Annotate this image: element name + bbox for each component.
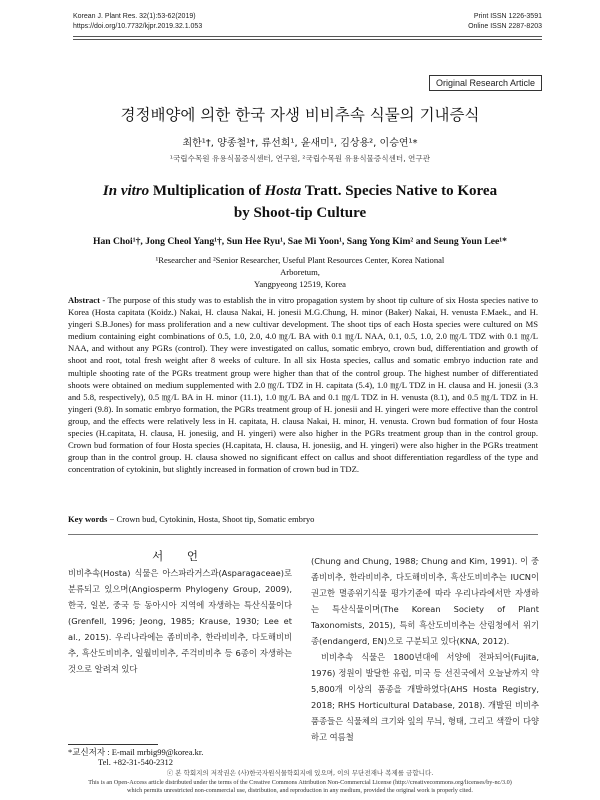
title-english [40, 180, 560, 224]
affil-en-line1: ¹Researcher and ²Senior Researcher, Useful Plant Resources Center, Korea National Arboretum, [155, 255, 445, 277]
affiliations-korean: ¹국립수목원 유용식물증식센터, 연구원, ²국립수목원 유용식물증식센터, 연구관 [169, 154, 431, 163]
title-en-part3: Hosta [264, 183, 302, 199]
section-divider [68, 534, 538, 535]
title-korean: 경정배양에 의한 한국 자생 비비추속 식물의 기내증식 [120, 106, 480, 124]
section-heading: 서 언 [152, 549, 208, 563]
authors-english: Han Choi¹†, Jong Cheol Yang¹†, Sun Hee Ryu¹, Sae Mi Yoon¹, Sang Yong Kim² and Seung Youn Lee¹* [93, 236, 507, 247]
article-type-badge: Original Research Article [429, 75, 542, 91]
right-column [311, 553, 539, 745]
title-en-line2: by Shoot-tip Culture [233, 205, 367, 221]
left-column-paragraph: 비비추속(Hosta) 식물은 아스파라거스과(Asparagaceae)로 분류되고 있으며(Angiosperm Phylogeny Group, 2009), 한국, 일본, 중국 등 동아시아 지역에 자생하는 특산식물이다(Grenfell, 1996; Jeong, 1985; Krause, 1930; Lee et al., 2015). 우리나라에는 좀비비추, 한라비비추, 다도해비비추, 흑산도비비추, 일월비비추, 주걱비비추 등 6종이 자생하는 것으로 알려져 있다 [68, 568, 292, 674]
keywords [68, 514, 538, 524]
right-column-paragraph-2: 비비추속 식물은 1800년대에 서양에 전파되어(Fujita, 1976) 정원이 발달한 유럽, 미국 등 선진국에서 오늘날까지 약 5,800개 이상의 품종을 개발하였다(AHS Hosta Registry, 2018; RHS Horticultural Database, 2018). 개발된 비비추 품종들은 식물체의 크기와 잎의 무늬, 형태, 그리고 색깔이 다양하고 여름철 [311, 652, 539, 742]
license-line1: This is an Open-Access article distributed under the terms of the Creative Commons Attribution Non-Commercial License (http://creativecommons.org/licenses/by-nc/3.0) [88, 779, 512, 786]
title-en-part4: Tratt. Species Native to Korea [301, 183, 498, 199]
keywords-label: Key words [68, 514, 108, 524]
abstract-label: Abstract [68, 295, 100, 305]
keywords-text: − Crown bud, Cytokinin, Hosta, Shoot tip, Somatic embryo [107, 514, 315, 524]
license-line2: which permits unrestricted non-commercial use, distribution, and reproduction in any medium, provided the original work is properly cited. [127, 787, 473, 794]
header-rule-2 [73, 39, 542, 40]
copyright-notice: ⓒ 본 학회지의 저작권은 (사)한국자원식물학회지에 있으며, 이의 무단전재나 복제를 금합니다. [166, 769, 434, 777]
issn-header [468, 12, 542, 32]
footnote-rule [68, 744, 158, 745]
footnote-corresponding: *교신저자 : E-mail mrbig99@korea.kr. [68, 747, 204, 757]
left-column [68, 565, 292, 677]
authors-korean: 최한¹†, 양종철¹†, 류선희¹, 윤새미¹, 김상용², 이승연¹* [182, 138, 418, 149]
online-issn: Online ISSN 2287-8203 [468, 23, 542, 30]
print-issn: Print ISSN 1226-3591 [473, 13, 542, 20]
right-column-paragraph-1: (Chung and Chung, 1988; Chung and Kim, 1991). 이 중 좀비비추, 한라비비추, 다도해비비추, 흑산도비비추는 IUCN이 권고한 멸종위기식물 평가기준에 따라 우리나라에서만 자생하는 특산식물이며(The Korean Society of Plant Taxonomists, 2015), 특히 흑산도비비추는 산림청에서 위기종(endangerd, EN)으로 구분되고 있다(KNA, 2012). [311, 556, 539, 646]
license-notice [40, 779, 560, 795]
header-rule [73, 36, 542, 37]
journal-header [73, 12, 202, 32]
title-en-part2: Multiplication of [149, 183, 265, 199]
footnote-tel: Tel. +82-31-540-2312 [98, 757, 174, 767]
title-en-part1: In vitro [102, 183, 150, 199]
doi-link[interactable]: https://doi.org/10.7732/kjpr.2019.32.1.053 [73, 23, 203, 30]
abstract-text: - The purpose of this study was to establish the in vitro propagation system by shoot tip culture of six Hosta species native to Korea (Hosta capitata (Koidz.) Nakai, H. clausa Nakai, H. jonesii M.G.Chung, H. minor (Baker) Nakai, H. venusta F.Maek., and H. yingeri S.B.Jones) for mass proliferation and a new cultivar development. The shoot tips of each Hosta species were cultured on MS medium containing eight combinations of 0.5, 1.0, 2.0, 4.0 ㎎/L BA with 0.1 ㎎/L NAA, 0.1, 0.5, 1.0, 2.0 ㎎/L TDZ with 0.1 ㎎/L NAA, and without any PGRs (control). They were investigated on callus, somatic embryo, crown bud, differentiation and growth of shoot and root, total fresh weight after 8 weeks of culture. In all six Hosta species, callus and somatic embryo induction rate and multiple shooting rate of the PGRs treatment group were higher than that of the control group. The highest number of differentiated shoots were obtained on medium supplemented with 2.0 ㎎/L TDZ in H. capitata (5.4), 1.0 ㎎/L TDZ in H. clausa and H. jonesii (3.3 and 5.8, respectively), 0.5 ㎎/L BA in H. minor (11.1), 1.0 ㎎/L BA and 0.1 ㎎/L TDZ in H. venusta (8.1), and 0.5 ㎎/L TDZ in H. yingeri (9.8). In somatic embryo formation, the PGRs treatment group of H. jonesii and H. yingeri were more effective than the control group, and the effects were relatively less in H. capitata, H. clausa Nakai, H. minor, H. venusta. Crown bud formation of four Hosta species (H.capitata, H. clausa, H. jonesiig, and H. yingeri) were also higher in the PGRs treatment group than in the control group. Crown bud formation of four Hosta species (H.capitata, H. clausa, H. jonesiig, and H. yingeri) were also higher in the PGRs treatment group than in the control group. H. clausa showed no significant effect on callus and shoot differentiation regardless of the type and concentration of cytokinin, but slightly increased in formation of crown bud in TDZ. [68, 295, 538, 475]
abstract [68, 294, 538, 475]
affiliations-english [140, 254, 460, 290]
affil-en-line2: Yangpyeong 12519, Korea [254, 279, 346, 289]
journal-citation: Korean J. Plant Res. 32(1):53-62(2019) [73, 13, 196, 20]
